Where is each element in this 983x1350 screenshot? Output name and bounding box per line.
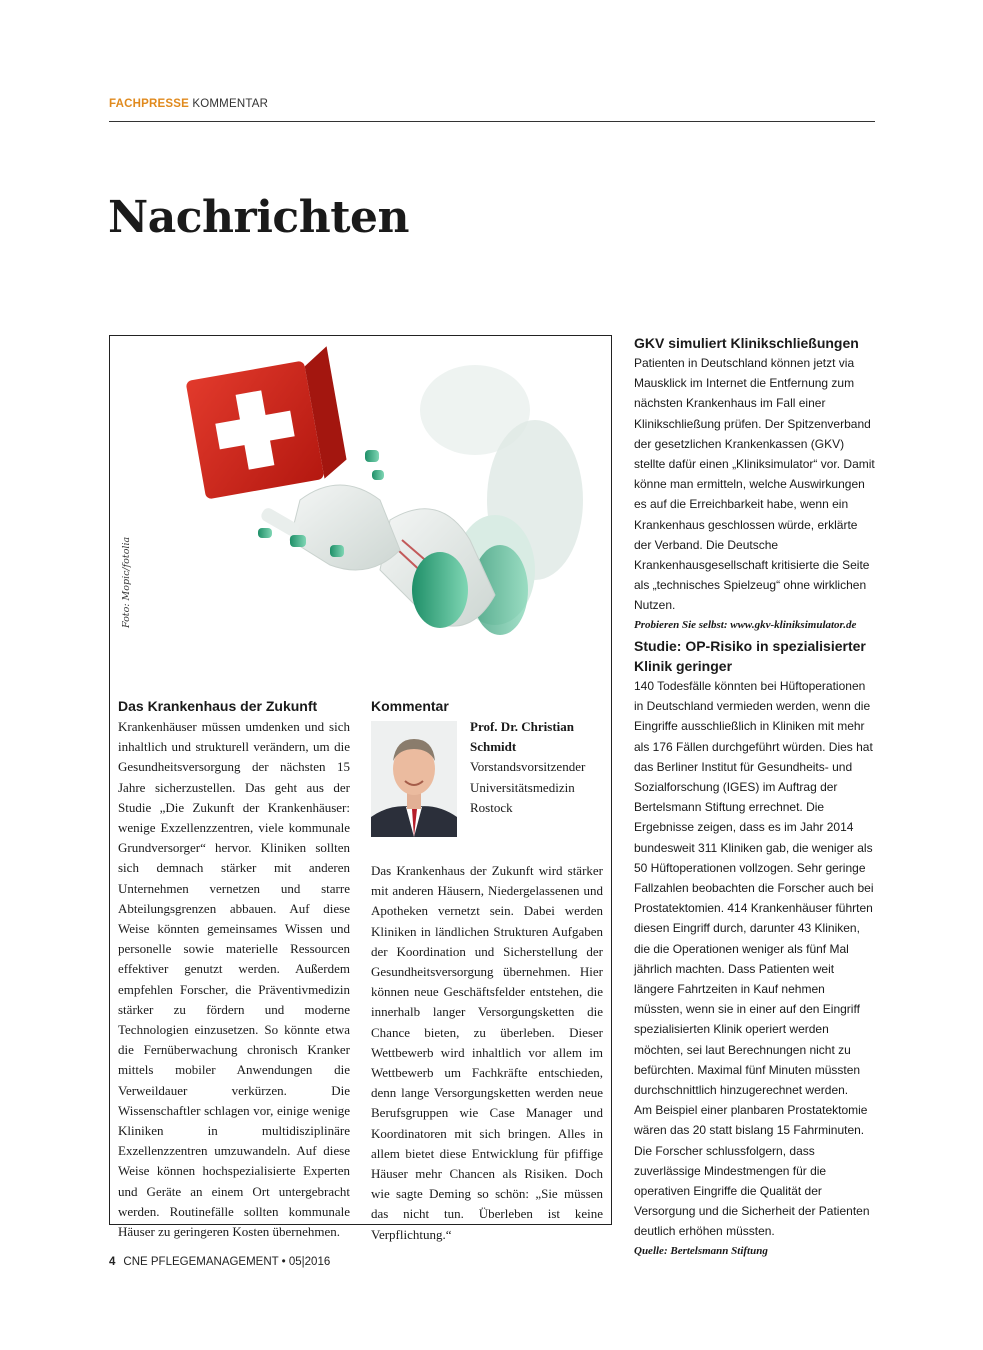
news-body: Patienten in Deutschland können jetzt via Mausklick im Internet die Entfernung zum nächsten Krankenhaus im Fall einer Klinikschließung prüfen. Der Spitzenverband der gesetzlichen Krankenkassen (GKV) stellte dafür einen „Kliniksimulator“ vor. Damit könne man ermitteln, welche Auswirkungen es auf die Erreichbarkeit habe, wenn ein Krankenhaus geschlossen würde, erklärte der Verband. Die Deutsche Krankenhausgesellschaft kritisierte die Seite als „technisches Spielzeug“ ohne wirklichen Nutzen. [634,356,875,613]
news-body-continued: Am Beispiel einer planbaren Prostatektomie wären das 20 statt bislang 15 Fahrminuten. Die Forscher schlussfolgern, dass zuverlässige Mindestmengen für die operativen Eingriffe die Qualität der Versorgung und die Sicherheit der Patienten deutlich erhöhen müssten. [634,1103,870,1239]
page-title: Nachrichten [108,192,409,243]
article-zukunft [118,697,350,1242]
section-label: KOMMENTAR [192,98,269,110]
author-name: Prof. Dr. Christian Schmidt [470,719,574,755]
author-role: Vorstandsvorsitzender Universitätsmedizin Rostock [470,759,586,815]
article-body: Krankenhäuser müssen umdenken und sich inhaltlich und strukturell verändern, um die Gesundheitsversorgung der nächsten 15 Jahre sicherzustellen. Das geht aus der Studie „Die Zukunft der Krankenhäuser: wenige Exzellenzzentren, viele kommunale Grundversorger“ hervor. Kliniken sollten sich demnach stärker mit anderen Unternehmen vernetzen und starre Abteilungsgrenzen abbauen. Auf diese Weise könnten gemeinsames Wissen und personelle sowie materielle Ressourcen effektiver genutzt werden. Außerdem empfehlen Forscher, die Präventivmedizin stärker zu fördern und moderne Technologien einzusetzen. So könnte etwa die Fernüberwachung chronisch Kranker mittels mobiler Anwendungen die Verweildauer verkürzen. Die Wissenschaftler schlagen vor, einige wenige Kliniken in multidisziplinäre Exzellenzzentren umzuwandeln. Auf diese Weise können hochspezialisierte Experten und Geräte an einem Ort untergebracht werden. Routinefälle sollten kommunale Häuser zu geringeren Kosten übernehmen. [118,719,350,1240]
section-header [109,98,875,110]
robot-hand-photo [140,340,610,680]
article-heading: Das Krankenhaus der Zukunft [118,698,318,714]
news-heading: Studie: OP-Risiko in spezialisierter Klinik geringer [634,638,866,674]
news-item-op-risiko [634,636,876,1260]
comment-heading: Kommentar [371,698,449,714]
news-item-gkv [634,333,876,634]
author-portrait [371,721,457,837]
author-info [470,717,610,818]
comment-body-block [371,861,603,1245]
news-body: 140 Todesfälle könnten bei Hüftoperationen in Deutschland vermieden werden, wenn die Eingriffe ausschließlich in Kliniken mit mehr als 176 Fällen durchgeführt würden. Dies hat das Berliner Institut für Gesundheits- und Sozialforschung (IGES) im Auftrag der Bertelsmann Stiftung errechnet. Die Ergebnisse zeigen, dass es im Jahr 2014 bundesweit 311 Kliniken gab, die weniger als 50 Hüftoperationen vollzogen. Sehr geringe Fallzahlen beobachten die Forscher auch bei Prostatektomien. 414 Krankenhäuser führten diesen Eingriff durch, darunter 43 Kliniken, die die Operationen weniger als fünf Mal jährlich machten. Dass Patienten weit längere Fahrtzeiten in Kauf nehmen müssten, wenn sie in einer auf den Eingriff spezialisierten Klinik operiert werden möchten, sei laut Berechnungen nicht zu befürchten. Maximal fünf Minuten müssten durchschnittlich hinzugerechnet werden. [634,679,874,1098]
publication-info: CNE PFLEGEMANAGEMENT • 05|2016 [123,1256,331,1268]
page-footer [109,1256,330,1268]
news-source: Probieren Sie selbst: www.gkv-kliniksimulator.de [634,618,857,631]
header-rule [109,121,875,122]
page-number: 4 [109,1256,116,1268]
comment-section [371,697,603,717]
news-source: Quelle: Bertelsmann Stiftung [634,1244,768,1257]
photo-credit: Foto: Mopic/fotolia [121,536,132,628]
section-tag: FACHPRESSE [109,98,189,110]
comment-body: Das Krankenhaus der Zukunft wird stärker mit anderen Häusern, Niedergelassenen und Apotheken vernetzt sein. Dabei werden Kliniken in ländlichen Strukturen Aufgaben der Koordination und Sicherstellung der Gesundheitsversorgung übernehmen. Hier können neue Geschäftsfelder entstehen, die innerhalb langer Versorgungsketten die Chance bieten, zu überleben. Dieser Wettbewerb wird inhaltlich vor allem im Wettbewerb um Fachkräfte entschieden, denn lange Versorgungsketten werden neue Berufsgruppen wie Case Manager und Koordinatoren mit sich bringen. Alles in allem bietet diese Entwicklung für pfiffige Häuser mehr Chancen als Risiken. Doch wie sagte Deming so schön: „Sie müssen das nicht tun. Überleben ist keine Verpflichtung.“ [371,863,603,1242]
news-heading: GKV simuliert Klinikschließungen [634,335,859,351]
